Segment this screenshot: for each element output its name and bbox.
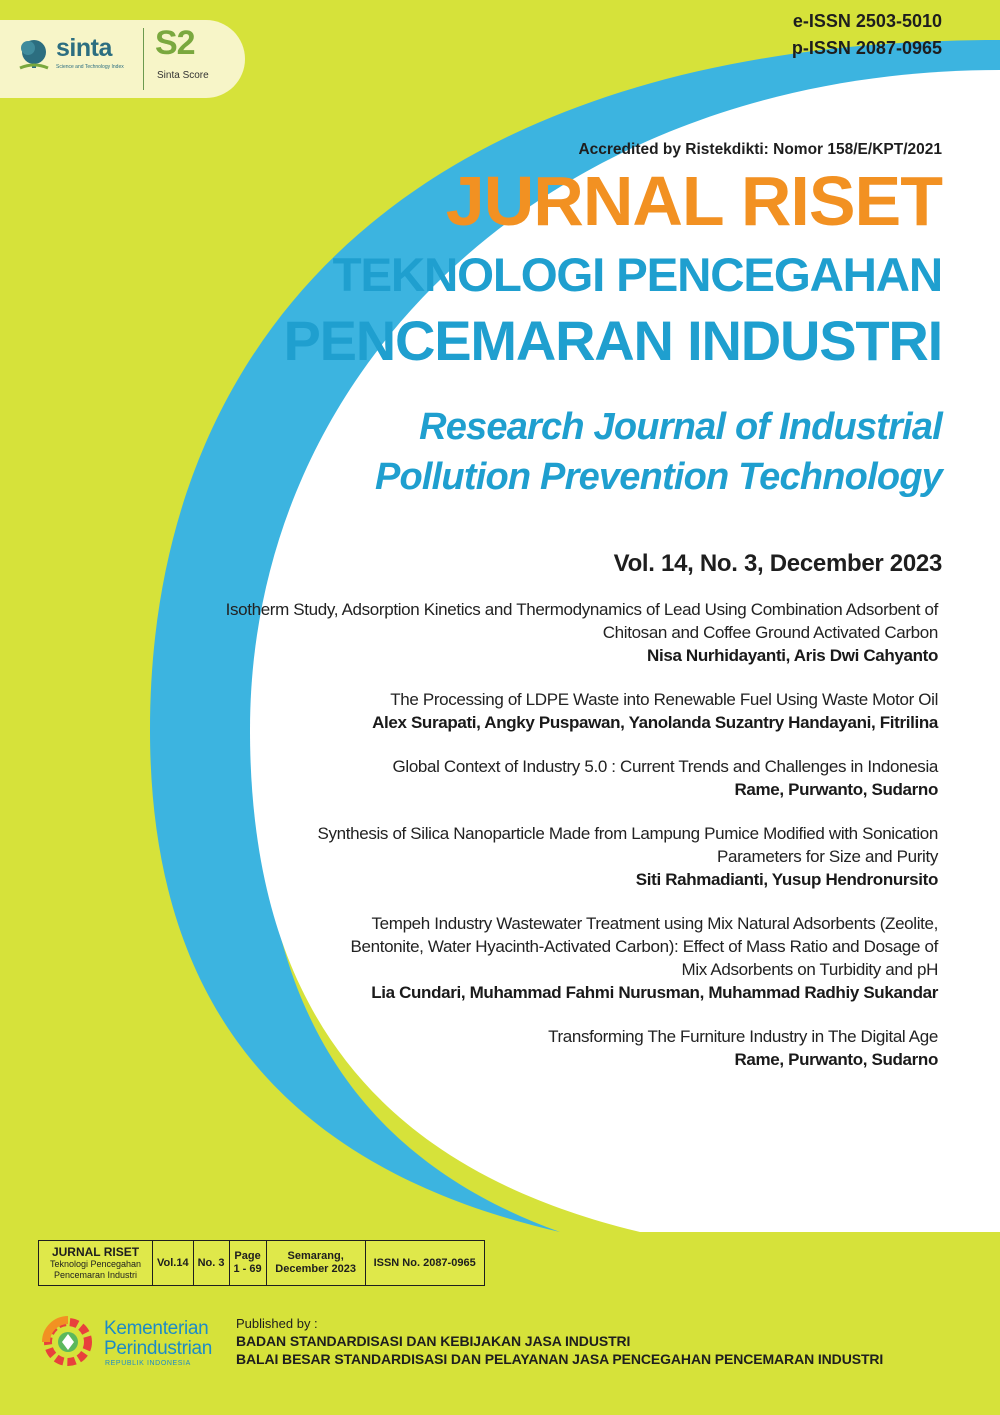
article-entry — [138, 1025, 938, 1071]
journal-cell-title: JURNAL RISET — [51, 1244, 140, 1259]
publisher-line: BALAI BESAR STANDARDISASI DAN PELAYANAN JASA PENCEGAHAN PENCEMARAN INDUSTRI — [236, 1351, 884, 1367]
publisher-line: BADAN STANDARDISASI DAN KEBIJAKAN JASA INDUSTRI — [236, 1333, 631, 1349]
journal-subtitle-line2: Pollution Prevention Technology — [374, 456, 942, 498]
article-entry — [138, 688, 938, 734]
place-date-cell — [266, 1241, 365, 1286]
article-title: Isotherm Study, Adsorption Kinetics and Thermodynamics of Lead Using Combination Adsorbent of — [225, 600, 938, 619]
page-range: 1 - 69 — [233, 1263, 262, 1275]
p-issn: p-ISSN 2087-0965 — [791, 38, 942, 58]
issn-cell: ISSN No. 2087-0965 — [365, 1241, 484, 1286]
sinta-tagline: Science and Technology Index — [56, 64, 124, 70]
place: Semarang, — [287, 1250, 344, 1262]
journal-title-line1: JURNAL RISET — [445, 162, 942, 240]
sinta-badge — [0, 20, 245, 98]
article-entry — [138, 822, 938, 891]
article-title: Chitosan and Coffee Ground Activated Carbon — [602, 623, 938, 642]
article-title: Transforming The Furniture Industry in The Digital Age — [548, 1027, 938, 1046]
gear-icon — [38, 1312, 98, 1372]
table-of-contents — [138, 598, 938, 1092]
ministry-name-line2: Perindustrian — [104, 1338, 213, 1359]
journal-cell-sub: Teknologi Pencegahan — [49, 1258, 142, 1269]
sinta-score-value: S2 — [155, 24, 195, 62]
journal-cell — [39, 1241, 153, 1286]
publisher-label: Published by : — [236, 1316, 318, 1331]
publisher-block — [236, 1316, 883, 1368]
accreditation-note: Accredited by Ristekdikti: Nomor 158/E/KPT/2021 — [578, 141, 942, 158]
badge-divider — [143, 28, 144, 90]
e-issn: e-ISSN 2503-5010 — [792, 11, 942, 31]
article-authors: Rame, Purwanto, Sudarno — [734, 1050, 938, 1069]
ministry-name-line1: Kementerian — [104, 1318, 209, 1339]
article-authors: Lia Cundari, Muhammad Fahmi Nurusman, Muhammad Radhiy Sukandar — [371, 983, 938, 1002]
article-title: Mix Adsorbents on Turbidity and pH — [681, 960, 938, 979]
issue-info-table — [38, 1240, 485, 1286]
page-label: Page — [234, 1250, 261, 1262]
number-cell: No. 3 — [193, 1241, 229, 1286]
article-authors: Siti Rahmadianti, Yusup Hendronursito — [635, 870, 938, 889]
date: December 2023 — [275, 1263, 356, 1275]
article-entry — [138, 755, 938, 801]
sinta-tree-icon — [16, 36, 52, 72]
article-title: Parameters for Size and Purity — [717, 847, 938, 866]
article-entry — [138, 598, 938, 667]
journal-title-line2: TEKNOLOGI PENCEGAHAN — [332, 249, 942, 302]
journal-title-line3: PENCEMARAN INDUSTRI — [283, 309, 942, 372]
article-authors: Rame, Purwanto, Sudarno — [734, 780, 938, 799]
journal-cell-sub: Pencemaran Industri — [53, 1269, 138, 1280]
kemenperin-logo — [38, 1312, 228, 1372]
article-title: The Processing of LDPE Waste into Renewable Fuel Using Waste Motor Oil — [390, 690, 938, 709]
sinta-wordmark: sinta — [56, 34, 112, 62]
article-title: Tempeh Industry Wastewater Treatment using Mix Natural Adsorbents (Zeolite, — [371, 914, 938, 933]
ministry-name-line3: REPUBLIK INDONESIA — [105, 1360, 191, 1367]
volume-cell: Vol.14 — [153, 1241, 194, 1286]
sinta-logo — [16, 30, 136, 80]
sinta-score-label: Sinta Score — [157, 70, 209, 81]
article-authors: Alex Surapati, Angky Puspawan, Yanolanda Suzantry Handayani, Fitrilina — [372, 713, 938, 732]
article-entry — [138, 912, 938, 1004]
volume-issue: Vol. 14, No. 3, December 2023 — [613, 550, 942, 577]
journal-subtitle-line1: Research Journal of Industrial — [419, 406, 942, 448]
article-title: Synthesis of Silica Nanoparticle Made from Lampung Pumice Modified with Sonication — [317, 824, 938, 843]
article-authors: Nisa Nurhidayanti, Aris Dwi Cahyanto — [647, 646, 938, 665]
page-cell — [229, 1241, 266, 1286]
article-title: Global Context of Industry 5.0 : Current Trends and Challenges in Indonesia — [392, 757, 938, 776]
article-title: Bentonite, Water Hyacinth-Activated Carbon): Effect of Mass Ratio and Dosage of — [350, 937, 938, 956]
